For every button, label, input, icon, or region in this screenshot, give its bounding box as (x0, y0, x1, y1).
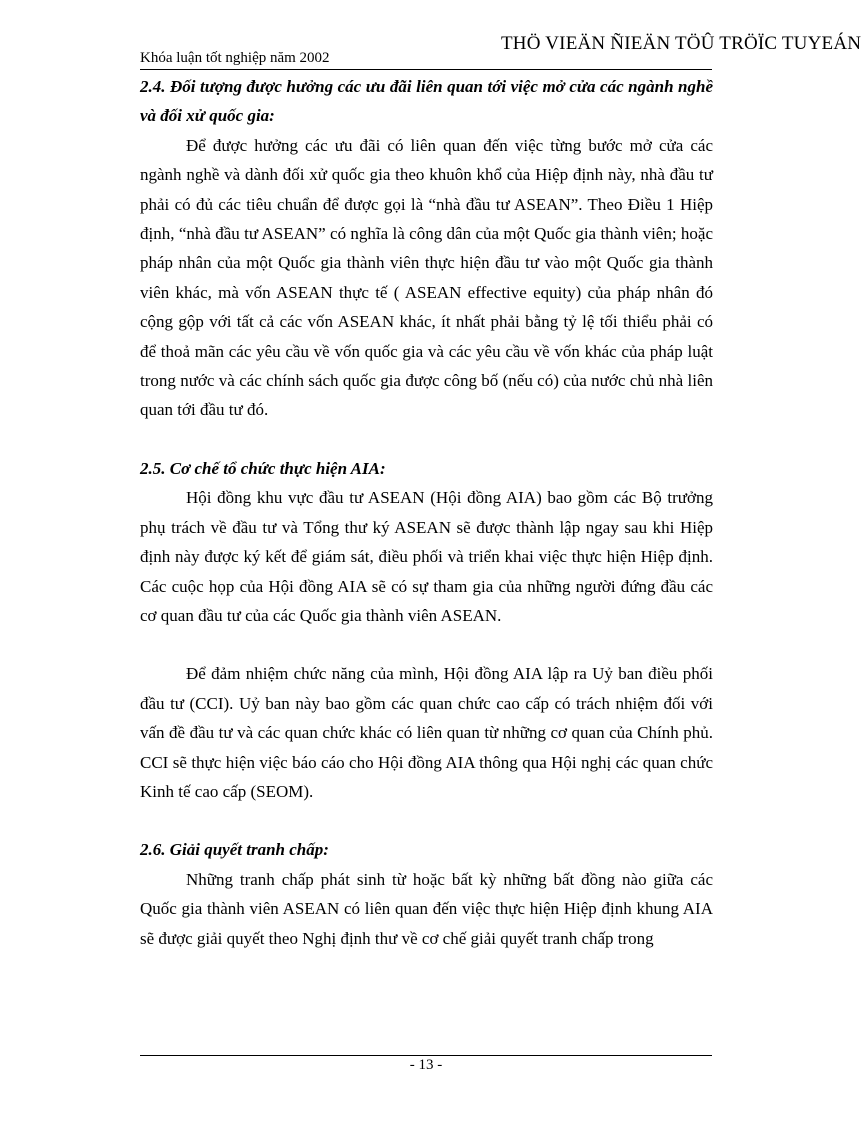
paragraph-dispute-settlement: Những tranh chấp phát sinh từ hoặc bất kỳ những bất đồng nào giữa các Quốc gia thành viên ASEAN có liên quan đến việc thực hiện Hiệp định khung AIA sẽ được giải quyết theo Nghị định thư về cơ chế giải quyết tranh chấp trong (140, 869, 713, 948)
footer-divider (140, 1055, 712, 1056)
page-number: - 13 - (409, 1057, 443, 1073)
section-gap (140, 630, 713, 659)
watermark-header: THÖ VIEÄN ÑIEÄN TÖÛ TRÖÏC TUYEÁN (501, 33, 861, 54)
document-header-title: Khóa luận tốt nghiệp năm 2002 (140, 50, 330, 66)
section-heading-2-5: 2.5. Cơ chế tổ chức thực hiện AIA: (140, 458, 386, 478)
section-heading-2-4: 2.4. Đối tượng được hưởng các ưu đãi liên quan tới việc mở cửa các ngành nghề và đối xử quốc gia: (140, 77, 713, 126)
paragraph-investor-definition: Để được hưởng các ưu đãi có liên quan đến việc từng bước mở cửa các ngành nghề và dành đối xử quốc gia theo khuôn khổ của Hiệp định này, nhà đầu tư phải có đủ các tiêu chuẩn để được gọi là “nhà đầu tư ASEAN”. Theo Điều 1 Hiệp định, “nhà đầu tư ASEAN” có nghĩa là công dân của một Quốc gia thành viên; hoặc pháp nhân của một Quốc gia thành viên thực hiện đầu tư vào một Quốc gia thành viên khác, mà vốn ASEAN thực tế ( ASEAN effective equity) của pháp nhân đó cộng gộp với tất cả các vốn ASEAN khác, ít nhất phải bằng tỷ lệ tối thiểu phải có để thoả mãn các yêu cầu về vốn quốc gia và các yêu cầu về vốn khác của pháp luật trong nước và các chính sách quốc gia được công bố (nếu có) của nước chủ nhà liên quan tới đầu tư đó. (140, 135, 713, 420)
section-gap (140, 806, 713, 835)
section-heading-2-6: 2.6. Giải quyết tranh chấp: (140, 840, 329, 860)
section-gap (140, 425, 713, 454)
paragraph-cci: Để đảm nhiệm chức năng của mình, Hội đồng AIA lập ra Uỷ ban điều phối đầu tư (CCI). Uỷ ban này bao gồm các quan chức cao cấp có trách nhiệm đối với vấn đề đầu tư và các quan chức khác có liên quan từ những cơ quan của Chính phủ. CCI sẽ thực hiện việc báo cáo cho Hội đồng AIA thông qua Hội nghị các quan chức Kinh tế cao cấp (SEOM). (140, 664, 713, 801)
document-body (140, 72, 713, 953)
paragraph-aia-council: Hội đồng khu vực đầu tư ASEAN (Hội đồng AIA) bao gồm các Bộ trưởng phụ trách về đầu tư và Tổng thư ký ASEAN sẽ được thành lập ngay sau khi Hiệp định này được ký kết để giám sát, điều phối và triển khai việc thực hiện Hiệp định. Các cuộc họp của Hội đồng AIA sẽ có sự tham gia của những người đứng đầu các cơ quan đầu tư của các Quốc gia thành viên ASEAN. (140, 488, 713, 625)
header-divider (140, 69, 712, 70)
